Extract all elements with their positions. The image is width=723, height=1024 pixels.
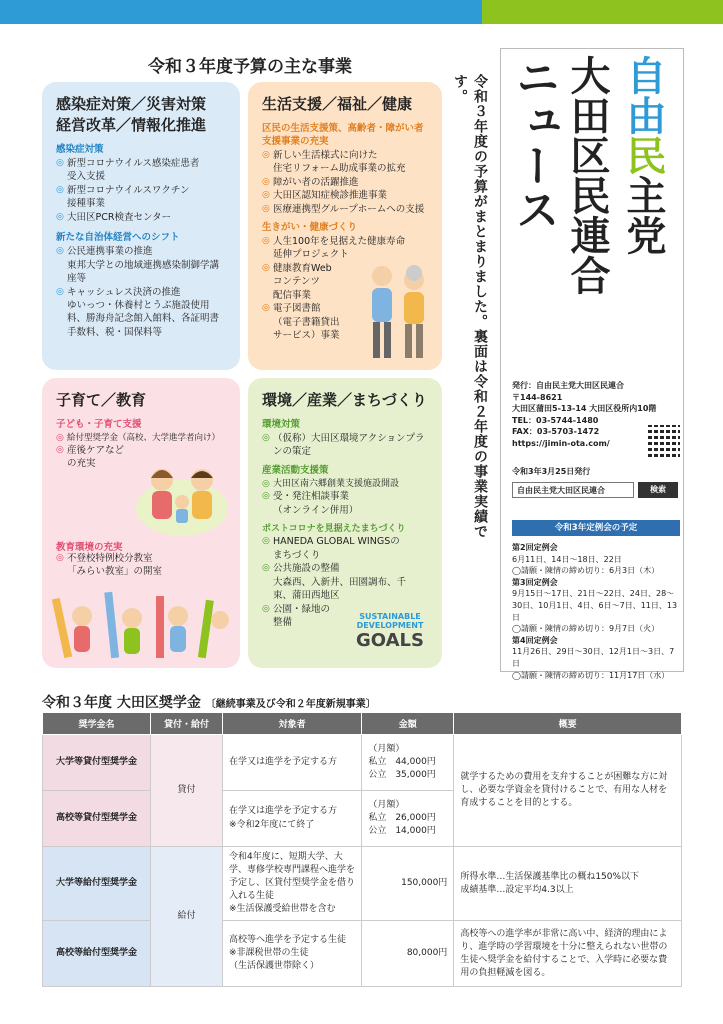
list-item: ◎ 人生100年を見据えた健康寿命 [262,235,428,248]
schedule-heading: 令和3年定例会の予定 [512,520,680,536]
summary-cell: 所得水準…生活保護基準比の概ね150%以下 成績基準…設定平均4.3以上 [454,847,682,921]
subheading: ポストコロナを見据えたまちづくり [262,524,406,535]
list-item-cont: 「みらい教室」の開室 [67,566,163,578]
col-header: 奨学金名 [43,713,151,735]
amount-cell: 150,000円 [362,847,454,921]
search-button[interactable]: 検索 [638,482,678,498]
list-item: ◎ 公園・緑地の [262,603,428,616]
top-stripe-green [482,0,723,24]
table-row [43,847,682,921]
list-item: ◎ 新型コロナウイルス感染症患者 [56,157,226,170]
title-column-federation: 大田区民連合 [564,55,610,295]
list-item: ◎ キャッシュレス決済の推進 [56,286,226,299]
children-pencils-illustration [52,588,232,664]
list-item-cont: 接種事業 [67,198,106,210]
list-item-cont: 大森西、入新井、田園調布、千束、蒲田西地区 [273,576,407,602]
box-title: 生活支援／福祉／健康 [262,95,413,113]
publisher-info: 発行：自由民主党大田区民連合 〒144-8621 大田区蒲田5-13-14 大田区役所内10階 TEL：03-5744-1480 FAX：03-5703-1472 https://jimin-ota.com/ [512,381,657,448]
list-item-cont: ンの策定 [273,446,312,458]
list-item: ◎ HANEDA GLOBAL WINGSの [262,535,428,548]
list-item-cont: の充実 [67,458,96,470]
list-item-cont: サービス）事業 [273,330,340,342]
list-item-cont: ゆいっつ・休養村とうぶ施設使用料、勝海舟記念館入館料、各証明書手数料、税・国保料等 [67,299,220,338]
newspaper-title [505,55,680,373]
table-row [43,921,682,987]
scholarship-type: 貸付 [151,735,223,847]
box-title: 子育て／教育 [56,391,147,409]
target-cell: 在学又は進学を予定する方 ※令和2年度にて終了 [223,791,362,847]
subheading: 教育環境の充実 [56,542,123,553]
list-item-cont: まちづくり [273,549,321,561]
list-item: ◎ 障がい者の活躍推進 [262,176,428,189]
target-cell: 令和4年度に、短期大学、大学、専修学校専門課程へ進学を予定し、区貸付型奨学金を借り入れる生徒 ※生活保護受給世帯を含む [223,847,362,921]
box-title: 感染症対策／災害対策 経営改革／情報化推進 [56,95,207,134]
summary-cell: 就学するための費用を支弁することが困難な方に対し、必要な学資金を貸付けることで、有用な人材を育成することを目的とする。 [454,735,682,847]
col-header: 対象者 [223,713,362,735]
title-column-news: ニュース [508,55,559,231]
list-item: ◎ 医療連携型グループホームへの支援 [262,203,428,216]
list-item: ◎ 大田区PCR検査センター [56,211,226,224]
summary-cell: 高校等への進学率が非常に高い中、経済的理由により、進学時の学習環境を十分に整えられない世帯の生徒へ奨学金を給付することで、入学時に必要な費用の負担軽減を図る。 [454,921,682,987]
target-cell: 在学又は進学を予定する方 [223,735,362,791]
scholarship-name: 高校等給付型奨学金 [43,921,151,987]
list-item: ◎ 公民連携事業の推進 [56,245,226,258]
page-title: 令和３年度予算の主な事業 [148,57,352,77]
scholarship-name: 大学等給付型奨学金 [43,847,151,921]
scholarship-name: 高校等貸付型奨学金 [43,791,151,847]
list-item-cont: （オンライン併用） [273,504,359,516]
list-item-cont: 東邦大学との地域連携感染制御学講座等 [67,259,220,285]
list-item: ◎ 給付型奨学金（高校、大学進学者向け） [56,432,226,444]
list-item: ◎ （仮称）大田区環境アクションプラ [262,432,428,445]
subheading: 産業活動支援策 [262,464,329,476]
list-item-cont: （電子書籍貸出 [273,316,340,328]
list-item: ◎ 新しい生活様式に向けた [262,149,428,162]
list-item: ◎ 健康教育Web [262,262,428,275]
box-infection [42,82,240,370]
subheading: 生きがい・健康づくり [262,222,358,234]
scholarship-table [42,712,682,987]
list-item: ◎ 公共施設の整備 [262,562,428,575]
sdgs-logo: SUSTAINABLE DEVELOPMENT GOALS [356,612,424,651]
box-childcare [42,378,240,668]
issue-date: 令和3年3月25日発行 [512,467,591,476]
list-item: ◎ 産後ケアなど [56,444,226,457]
list-item: ◎ 受・発注相談事業 [262,490,428,503]
top-stripe-blue [0,0,482,24]
box-environment [248,378,442,668]
family-illustration [134,458,230,536]
amount-cell: （月額） 私立 26,000円 公立 14,000円 [362,791,454,847]
search-field[interactable]: 自由民主党大田区民連合 [512,482,634,498]
list-item-cont: 延伸プロジェクト [273,249,349,261]
amount-cell: （月額） 私立 44,000円 公立 35,000円 [362,735,454,791]
amount-cell: 80,000円 [362,921,454,987]
title-column-party: 自由民主党 [620,55,666,255]
target-cell: 高校等へ進学を予定する生徒 ※非課税世帯の生徒 （生活保護世帯除く） [223,921,362,987]
col-header: 概要 [454,713,682,735]
col-header: 貸付・給付 [151,713,223,735]
list-item: ◎ 電子図書館 [262,302,428,315]
intro-vertical-text: 令和３年度の予算がまとまりました。裏面は令和２年度の事業実績です。 [452,74,488,539]
subheading: 子ども・子育て支援 [56,419,142,430]
subheading: 区民の生活支援策、高齢者・障がい者支援事業の充実 [262,123,424,147]
table-row [43,735,682,791]
list-item-cont: 住宅リフォーム助成事業の拡充 [273,163,406,175]
list-item: ◎ 不登校特例校分教室 [56,552,226,565]
list-item-cont: 配信事業 [273,289,312,301]
list-item: ◎ 新型コロナウイルスワクチン [56,184,226,197]
walking-seniors-illustration [360,258,436,366]
box-title: 環境／産業／まちづくり [262,391,427,409]
subheading: 感染症対策 [56,144,104,155]
list-item-cont: 受入支援 [67,171,106,183]
qr-code-overlay [648,425,680,457]
list-item: ◎ 大田区認知症検診推進事業 [262,189,428,202]
subheading: 環境対策 [262,419,301,430]
list-item-cont: コンテンツ [273,276,321,288]
scholarship-name: 大学等貸付型奨学金 [43,735,151,791]
box-welfare [248,82,442,370]
subheading: 新たな自治体経営へのシフト [56,232,180,244]
schedule-list: 第2回定例会 6月11日、14日〜18日、22日 ◯請願・陳情の締め切り：6月3日（木） 第3回定例会 9月15日〜17日、21日〜22日、24日、28〜30日、10月1日、4日、6日〜7日、11日、13日 ◯請願・陳情の締め切り：9月7日（火） 第4回定例会 11月26日、29日〜30日、12月1日〜3日、7日 ◯請願・陳情の締め切り：11月17日（水） [512,543,678,680]
col-header: 金額 [362,713,454,735]
list-item: ◎ 大田区南六郷創業支援施設開設 [262,478,428,491]
scholarship-type: 給付 [151,847,223,987]
scholarship-title: 令和３年度 大田区奨学金 〔継続事業及び令和２年度新規事業〕 [42,695,376,711]
list-item-cont: 整備 [273,617,293,629]
